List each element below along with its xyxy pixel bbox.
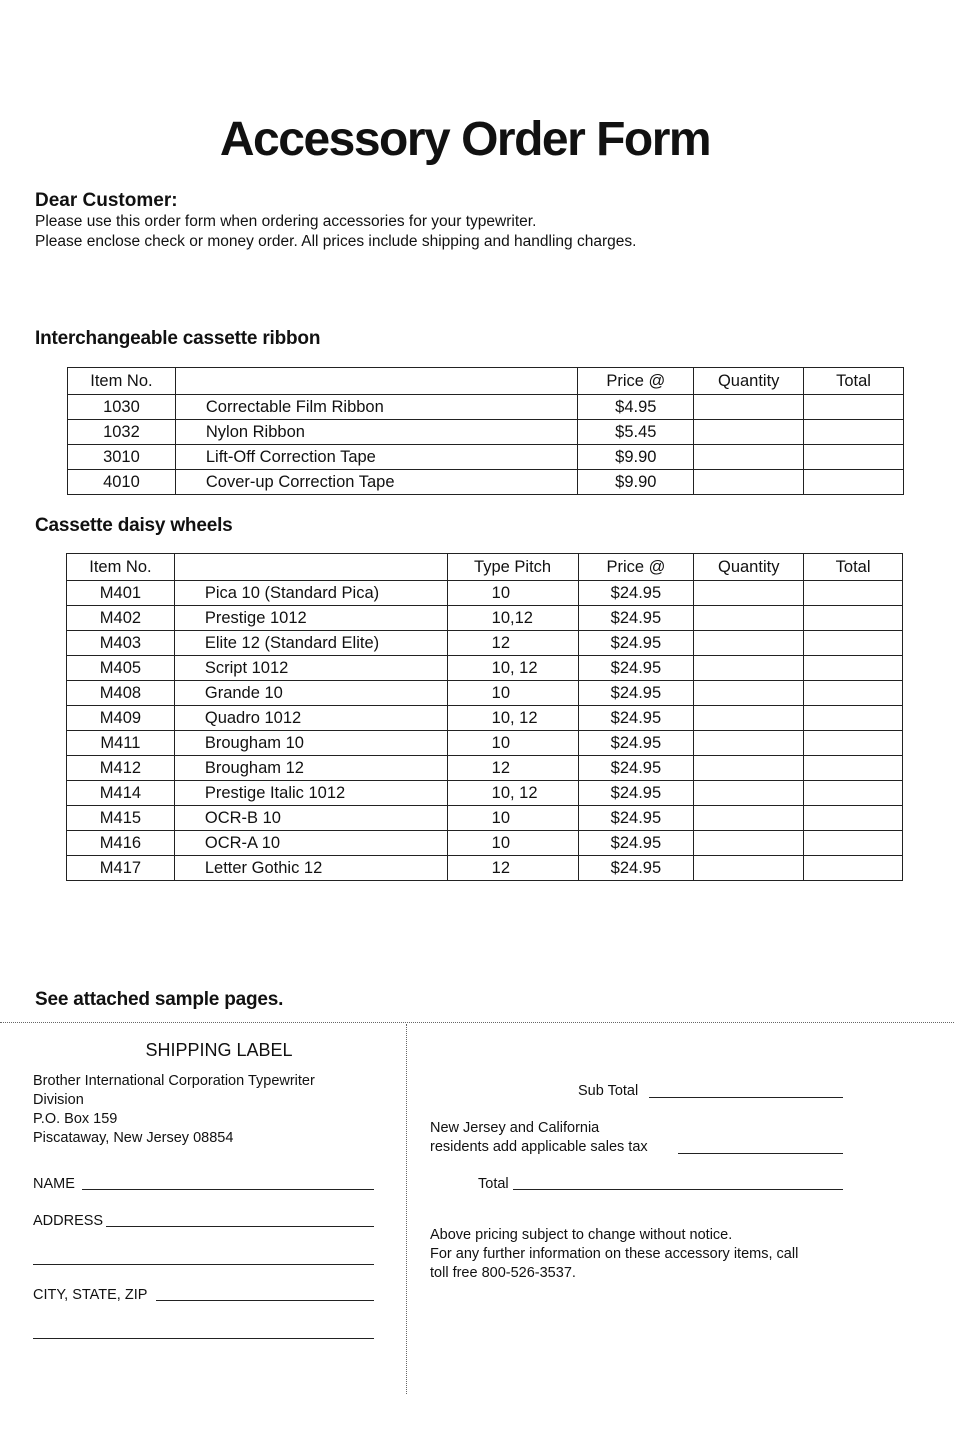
table-cell: Nylon Ribbon	[175, 420, 578, 445]
table-cell: M414	[67, 781, 175, 806]
table-cell: $24.95	[578, 631, 694, 656]
table-cell: $24.95	[578, 856, 694, 881]
quantity-cell[interactable]	[694, 681, 804, 706]
quantity-cell[interactable]	[694, 806, 804, 831]
wheels-table	[66, 553, 903, 881]
table-cell: $24.95	[578, 781, 694, 806]
table-cell: M415	[67, 806, 175, 831]
address-field[interactable]	[106, 1226, 374, 1227]
table-cell: $5.45	[578, 420, 694, 445]
quantity-cell[interactable]	[694, 756, 804, 781]
notice-line-2: For any further information on these accessory items, call	[430, 1246, 799, 1262]
table-cell: $9.90	[578, 445, 694, 470]
table-cell: $24.95	[578, 656, 694, 681]
column-header	[175, 368, 578, 395]
table-cell: 1032	[68, 420, 176, 445]
quantity-cell[interactable]	[694, 656, 804, 681]
table-cell: 10	[447, 681, 578, 706]
table-row	[67, 731, 903, 756]
quantity-cell[interactable]	[694, 731, 804, 756]
table-cell: $24.95	[578, 706, 694, 731]
table-cell: 10, 12	[447, 781, 578, 806]
page-title: Accessory Order Form	[219, 113, 711, 166]
table-cell: M403	[67, 631, 175, 656]
quantity-cell[interactable]	[694, 631, 804, 656]
city-state-zip-field[interactable]	[156, 1300, 374, 1301]
table-cell: Grande 10	[174, 681, 447, 706]
total-cell[interactable]	[804, 581, 903, 606]
sales-tax-field[interactable]	[678, 1153, 843, 1154]
table-cell: $24.95	[578, 831, 694, 856]
ship-address-line-3: P.O. Box 159	[33, 1111, 118, 1127]
table-cell: $24.95	[578, 581, 694, 606]
table-cell: 10	[447, 831, 578, 856]
wheels-heading: Cassette daisy wheels	[35, 515, 233, 536]
table-cell: Prestige 1012	[174, 606, 447, 631]
table-cell: Pica 10 (Standard Pica)	[174, 581, 447, 606]
intro-line-1: Please use this order form when ordering accessories for your typewriter.	[35, 213, 537, 230]
total-cell[interactable]	[804, 856, 903, 881]
quantity-cell[interactable]	[694, 606, 804, 631]
address-field-line-2[interactable]	[33, 1264, 374, 1265]
total-cell[interactable]	[804, 420, 904, 445]
total-cell[interactable]	[804, 470, 904, 495]
table-row	[67, 806, 903, 831]
table-row	[67, 781, 903, 806]
ship-address-line-2: Division	[33, 1092, 84, 1108]
extra-address-line[interactable]	[33, 1338, 374, 1339]
table-cell: 10,12	[447, 606, 578, 631]
table-row	[67, 656, 903, 681]
total-cell[interactable]	[804, 445, 904, 470]
table-cell: 10	[447, 581, 578, 606]
table-cell: $24.95	[578, 806, 694, 831]
total-cell[interactable]	[804, 731, 903, 756]
table-cell: 12	[447, 856, 578, 881]
table-cell: Prestige Italic 1012	[174, 781, 447, 806]
total-field[interactable]	[513, 1189, 843, 1190]
table-cell: $24.95	[578, 681, 694, 706]
notice-line-1: Above pricing subject to change without notice.	[430, 1227, 733, 1243]
table-cell: Brougham 10	[174, 731, 447, 756]
table-cell: Elite 12 (Standard Elite)	[174, 631, 447, 656]
column-header: Quantity	[694, 554, 804, 581]
table-cell: 12	[447, 631, 578, 656]
table-cell: Script 1012	[174, 656, 447, 681]
quantity-cell[interactable]	[694, 581, 804, 606]
table-header-row	[67, 554, 903, 581]
table-cell: M417	[67, 856, 175, 881]
quantity-cell[interactable]	[694, 470, 804, 495]
table-header-row	[68, 368, 904, 395]
column-header: Item No.	[68, 368, 176, 395]
quantity-cell[interactable]	[694, 445, 804, 470]
table-row	[67, 606, 903, 631]
table-cell: M401	[67, 581, 175, 606]
column-header: Type Pitch	[447, 554, 578, 581]
column-header: Price @	[578, 368, 694, 395]
total-cell[interactable]	[804, 631, 903, 656]
quantity-cell[interactable]	[694, 781, 804, 806]
table-cell: OCR-B 10	[174, 806, 447, 831]
quantity-cell[interactable]	[694, 420, 804, 445]
table-cell: M405	[67, 656, 175, 681]
ship-address-line-4: Piscataway, New Jersey 08854	[33, 1130, 234, 1146]
table-cell: M412	[67, 756, 175, 781]
total-cell[interactable]	[804, 756, 903, 781]
total-cell[interactable]	[804, 395, 904, 420]
table-cell: 10, 12	[447, 656, 578, 681]
ribbon-heading: Interchangeable cassette ribbon	[35, 328, 321, 349]
table-row	[67, 831, 903, 856]
table-cell: Lift-Off Correction Tape	[175, 445, 578, 470]
table-row	[67, 581, 903, 606]
intro-line-2: Please enclose check or money order. All prices include shipping and handling charges.	[35, 233, 637, 250]
notice-line-3: toll free 800-526-3537.	[430, 1265, 576, 1281]
table-cell: 3010	[68, 445, 176, 470]
table-cell: $4.95	[578, 395, 694, 420]
table-cell: M402	[67, 606, 175, 631]
table-cell: 10	[447, 806, 578, 831]
tax-label-line-2: residents add applicable sales tax	[430, 1139, 648, 1155]
cut-line-vertical	[406, 1024, 407, 1394]
table-cell: 10	[447, 731, 578, 756]
table-cell: M411	[67, 731, 175, 756]
table-cell: M416	[67, 831, 175, 856]
greeting: Dear Customer:	[35, 190, 178, 211]
table-row	[67, 856, 903, 881]
column-header: Quantity	[694, 368, 804, 395]
total-cell[interactable]	[804, 681, 903, 706]
table-cell: OCR-A 10	[174, 831, 447, 856]
total-label: Total	[478, 1176, 509, 1192]
table-row	[68, 420, 904, 445]
quantity-cell[interactable]	[694, 395, 804, 420]
table-row	[68, 470, 904, 495]
table-cell: Correctable Film Ribbon	[175, 395, 578, 420]
quantity-cell[interactable]	[694, 856, 804, 881]
total-cell[interactable]	[804, 606, 903, 631]
table-cell: 4010	[68, 470, 176, 495]
cut-line-horizontal	[0, 1022, 954, 1023]
city-state-zip-label: CITY, STATE, ZIP	[33, 1287, 148, 1303]
table-row	[68, 445, 904, 470]
table-cell: 1030	[68, 395, 176, 420]
table-cell: 12	[447, 756, 578, 781]
tax-label-line-1: New Jersey and California	[430, 1120, 600, 1136]
table-cell: Brougham 12	[174, 756, 447, 781]
table-cell: 10, 12	[447, 706, 578, 731]
table-cell: Letter Gothic 12	[174, 856, 447, 881]
total-cell[interactable]	[804, 806, 903, 831]
column-header: Item No.	[67, 554, 175, 581]
name-label: NAME	[33, 1176, 75, 1192]
table-row	[67, 756, 903, 781]
table-cell: $24.95	[578, 756, 694, 781]
address-label: ADDRESS	[33, 1213, 104, 1229]
table-row	[68, 395, 904, 420]
column-header: Price @	[578, 554, 694, 581]
table-cell: $24.95	[578, 731, 694, 756]
samples-note: See attached sample pages.	[35, 989, 284, 1010]
quantity-cell[interactable]	[694, 706, 804, 731]
total-cell[interactable]	[804, 706, 903, 731]
subtotal-label: Sub Total	[578, 1083, 639, 1099]
table-cell: M409	[67, 706, 175, 731]
table-cell: Cover-up Correction Tape	[175, 470, 578, 495]
table-cell: $24.95	[578, 606, 694, 631]
total-cell[interactable]	[804, 656, 903, 681]
ribbon-table	[67, 367, 904, 495]
quantity-cell[interactable]	[694, 831, 804, 856]
table-row	[67, 681, 903, 706]
table-cell: M408	[67, 681, 175, 706]
name-field[interactable]	[82, 1189, 374, 1190]
table-cell: Quadro 1012	[174, 706, 447, 731]
shipping-label-title: SHIPPING LABEL	[145, 1040, 293, 1060]
table-row	[67, 706, 903, 731]
table-row	[67, 631, 903, 656]
column-header	[174, 554, 447, 581]
ship-address-line-1: Brother International Corporation Typewriter	[33, 1073, 315, 1089]
total-cell[interactable]	[804, 781, 903, 806]
column-header: Total	[804, 554, 903, 581]
total-cell[interactable]	[804, 831, 903, 856]
column-header: Total	[804, 368, 904, 395]
subtotal-field[interactable]	[649, 1097, 843, 1098]
table-cell: $9.90	[578, 470, 694, 495]
